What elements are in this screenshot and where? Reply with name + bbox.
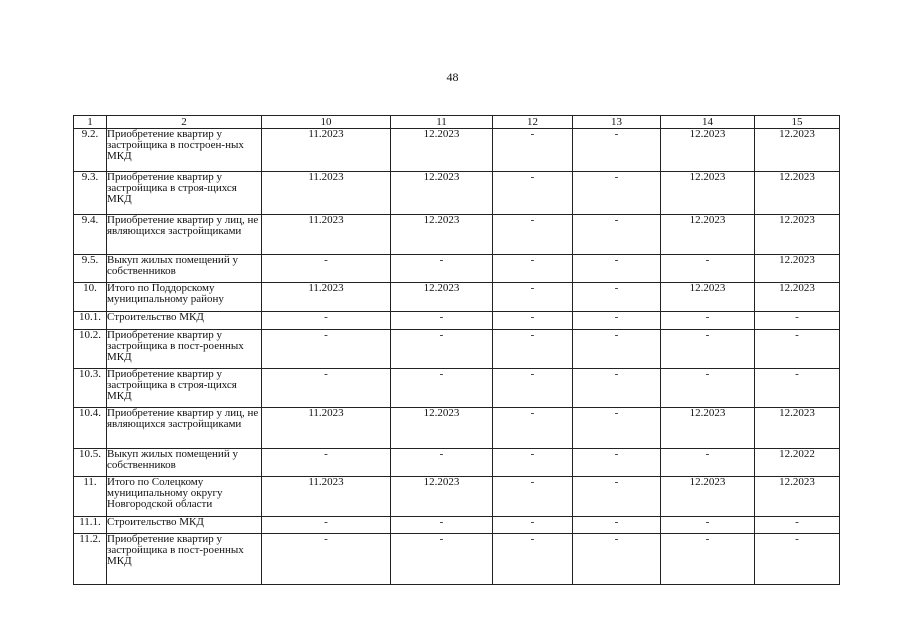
row-value: - xyxy=(262,369,391,408)
table-row xyxy=(74,215,840,255)
row-value: - xyxy=(391,534,493,585)
row-value: - xyxy=(262,517,391,534)
row-value: 11.2023 xyxy=(262,477,391,517)
row-value: - xyxy=(493,534,573,585)
row-number: 9.2. xyxy=(74,129,107,172)
row-number: 10. xyxy=(74,283,107,312)
row-value: - xyxy=(573,312,661,330)
row-number: 9.5. xyxy=(74,255,107,283)
row-value: - xyxy=(573,369,661,408)
row-value: - xyxy=(661,330,755,369)
row-value: - xyxy=(262,255,391,283)
header-cell: 13 xyxy=(573,116,661,129)
row-name: Итого по Солецкому муниципальному округу Новгородской области xyxy=(107,477,262,517)
header-cell: 14 xyxy=(661,116,755,129)
table-row xyxy=(74,129,840,172)
row-value: - xyxy=(493,408,573,449)
row-number: 10.5. xyxy=(74,449,107,477)
row-number: 11.2. xyxy=(74,534,107,585)
row-number: 10.2. xyxy=(74,330,107,369)
page-number: 48 xyxy=(446,70,459,84)
row-value: 12.2023 xyxy=(755,408,840,449)
row-value: 11.2023 xyxy=(262,215,391,255)
row-number: 11. xyxy=(74,477,107,517)
row-name: Выкуп жилых помещений у собственников xyxy=(107,449,262,477)
row-value: - xyxy=(493,312,573,330)
row-value: 12.2023 xyxy=(755,477,840,517)
row-name: Приобретение квартир у застройщика в пост-роенных МКД xyxy=(107,330,262,369)
row-value: 12.2023 xyxy=(755,255,840,283)
row-number: 9.4. xyxy=(74,215,107,255)
row-name: Выкуп жилых помещений у собственников xyxy=(107,255,262,283)
row-name: Приобретение квартир у застройщика в строя-щихся МКД xyxy=(107,369,262,408)
row-value: - xyxy=(755,534,840,585)
row-value: 12.2023 xyxy=(661,408,755,449)
row-number: 9.3. xyxy=(74,172,107,215)
row-name: Приобретение квартир у застройщика в пост-роенных МКД xyxy=(107,534,262,585)
row-name: Приобретение квартир у застройщика в построен-ных МКД xyxy=(107,129,262,172)
row-value: 12.2023 xyxy=(661,215,755,255)
row-value: 12.2023 xyxy=(755,283,840,312)
row-value: 11.2023 xyxy=(262,172,391,215)
table-row xyxy=(74,517,840,534)
row-value: - xyxy=(661,534,755,585)
row-value: - xyxy=(573,534,661,585)
row-value: - xyxy=(755,330,840,369)
row-name: Приобретение квартир у лиц, не являющихся застройщиками xyxy=(107,408,262,449)
row-value: - xyxy=(661,255,755,283)
row-value: 12.2023 xyxy=(661,172,755,215)
row-name: Приобретение квартир у застройщика в строя-щихся МКД xyxy=(107,172,262,215)
table-row xyxy=(74,283,840,312)
row-value: - xyxy=(262,534,391,585)
table-row xyxy=(74,312,840,330)
row-value: - xyxy=(391,449,493,477)
row-number: 11.1. xyxy=(74,517,107,534)
row-name: Приобретение квартир у лиц, не являющихся застройщиками xyxy=(107,215,262,255)
row-value: - xyxy=(573,215,661,255)
row-value: - xyxy=(755,369,840,408)
table-row xyxy=(74,330,840,369)
row-value: - xyxy=(493,215,573,255)
data-table xyxy=(73,115,840,585)
row-value: - xyxy=(262,330,391,369)
header-cell: 12 xyxy=(493,116,573,129)
table-row xyxy=(74,449,840,477)
row-value: - xyxy=(573,408,661,449)
header-cell: 2 xyxy=(107,116,262,129)
row-value: - xyxy=(573,449,661,477)
row-value: 12.2022 xyxy=(755,449,840,477)
row-value: - xyxy=(573,283,661,312)
row-value: 12.2023 xyxy=(661,283,755,312)
row-value: 12.2023 xyxy=(391,215,493,255)
row-value: - xyxy=(493,517,573,534)
row-value: - xyxy=(661,369,755,408)
row-name: Итого по Поддорскому муниципальному району xyxy=(107,283,262,312)
table-row xyxy=(74,408,840,449)
table-row xyxy=(74,255,840,283)
row-value: 11.2023 xyxy=(262,129,391,172)
row-value: - xyxy=(493,255,573,283)
table-row xyxy=(74,534,840,585)
row-name: Строительство МКД xyxy=(107,312,262,330)
row-value: - xyxy=(573,477,661,517)
row-value: - xyxy=(493,449,573,477)
row-value: 11.2023 xyxy=(262,408,391,449)
row-value: - xyxy=(661,449,755,477)
row-value: - xyxy=(493,477,573,517)
row-value: - xyxy=(573,330,661,369)
row-value: 12.2023 xyxy=(755,215,840,255)
row-value: - xyxy=(493,283,573,312)
header-cell: 10 xyxy=(262,116,391,129)
header-cell: 11 xyxy=(391,116,493,129)
table-row xyxy=(74,172,840,215)
row-value: - xyxy=(262,449,391,477)
row-name: Строительство МКД xyxy=(107,517,262,534)
row-value: 11.2023 xyxy=(262,283,391,312)
row-value: - xyxy=(262,312,391,330)
row-value: - xyxy=(391,517,493,534)
header-row xyxy=(74,116,840,129)
row-number: 10.4. xyxy=(74,408,107,449)
row-value: - xyxy=(573,255,661,283)
table-row xyxy=(74,477,840,517)
header-cell: 1 xyxy=(74,116,107,129)
table-row xyxy=(74,369,840,408)
row-value: - xyxy=(755,312,840,330)
row-value: - xyxy=(391,330,493,369)
row-value: - xyxy=(493,330,573,369)
row-value: 12.2023 xyxy=(391,172,493,215)
row-number: 10.3. xyxy=(74,369,107,408)
row-value: - xyxy=(661,517,755,534)
header-cell: 15 xyxy=(755,116,840,129)
row-value: - xyxy=(493,369,573,408)
row-value: 12.2023 xyxy=(661,477,755,517)
row-value: 12.2023 xyxy=(391,283,493,312)
row-value: - xyxy=(573,129,661,172)
row-value: 12.2023 xyxy=(661,129,755,172)
row-value: 12.2023 xyxy=(391,408,493,449)
table-body xyxy=(74,129,840,585)
row-value: - xyxy=(755,517,840,534)
row-value: 12.2023 xyxy=(755,172,840,215)
row-value: - xyxy=(493,129,573,172)
row-value: - xyxy=(493,172,573,215)
row-value: - xyxy=(391,369,493,408)
row-value: 12.2023 xyxy=(391,477,493,517)
row-value: 12.2023 xyxy=(391,129,493,172)
row-value: - xyxy=(573,517,661,534)
row-value: 12.2023 xyxy=(755,129,840,172)
row-value: - xyxy=(573,172,661,215)
row-value: - xyxy=(391,255,493,283)
row-value: - xyxy=(391,312,493,330)
row-value: - xyxy=(661,312,755,330)
row-number: 10.1. xyxy=(74,312,107,330)
